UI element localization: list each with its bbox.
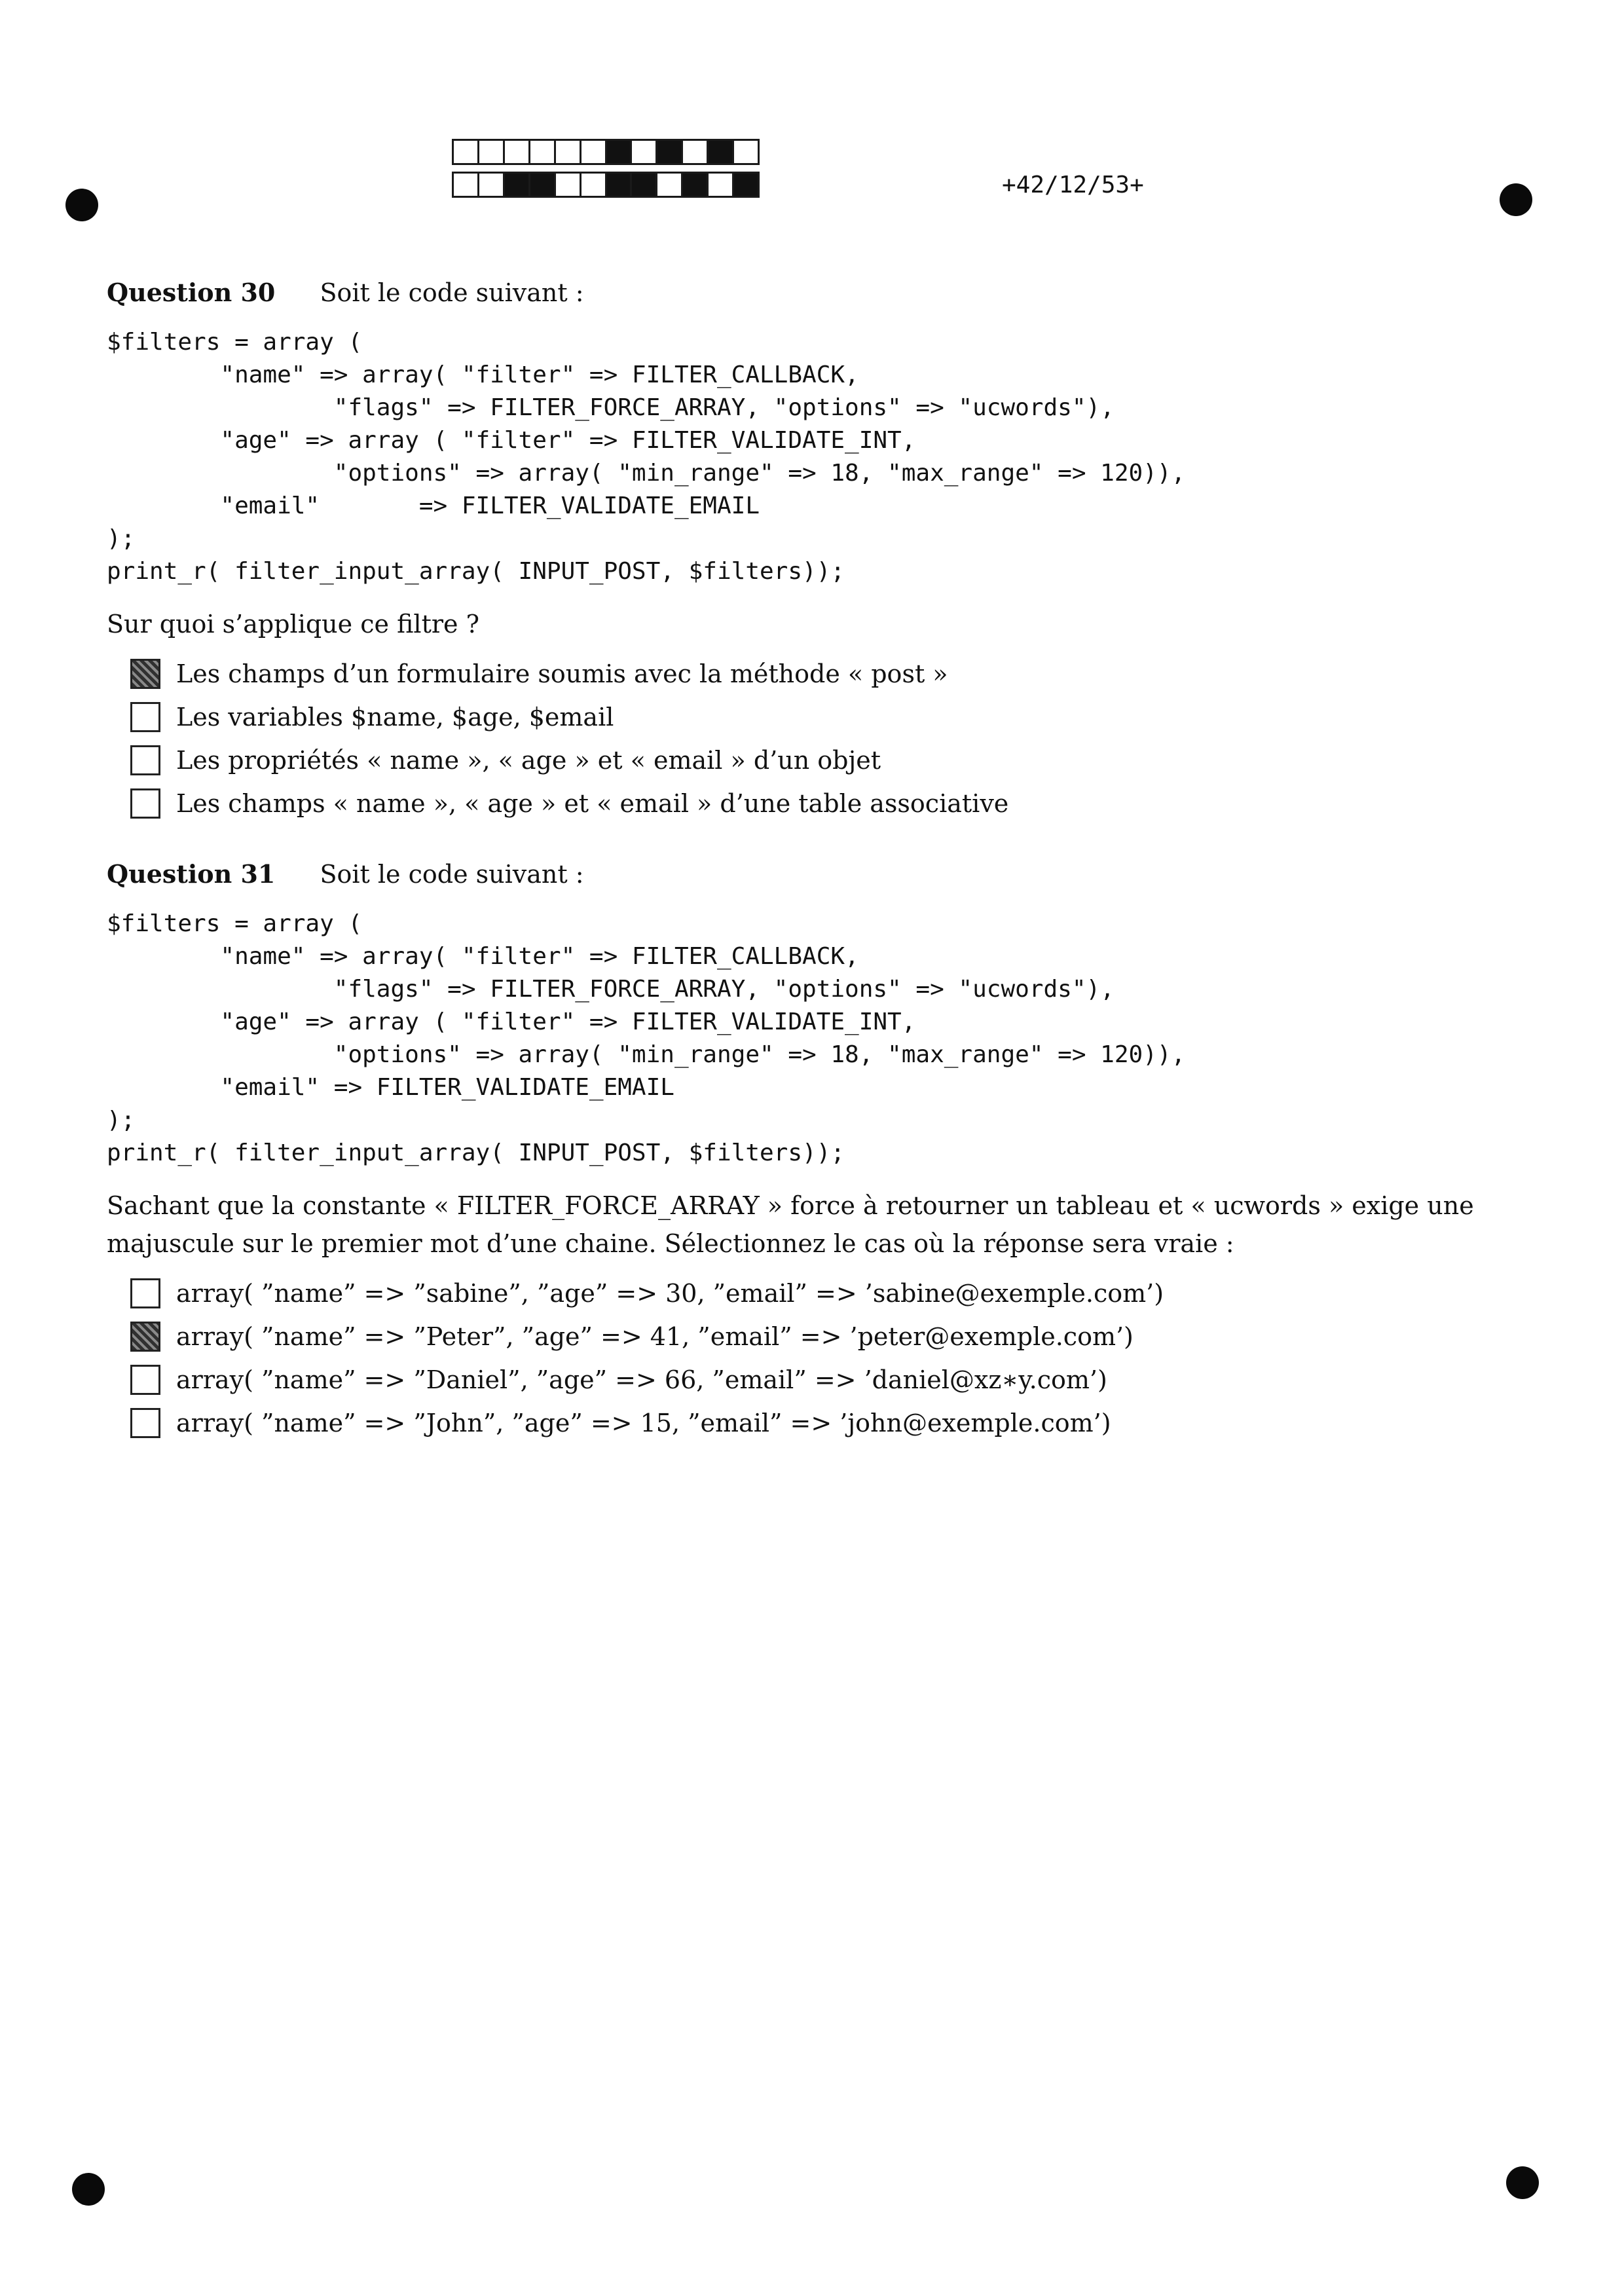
answer-label: Les variables $name, $age, $email [176, 703, 614, 731]
barcode-cell [734, 141, 758, 163]
question-header [107, 276, 1515, 309]
answer-checkbox[interactable] [130, 1322, 160, 1352]
answer-label: Les champs « name », « age » et « email » d’une table associative [176, 789, 1009, 818]
barcode-cell [505, 174, 530, 196]
barcode-cell [479, 174, 505, 196]
barcode-cell [683, 141, 709, 163]
corner-mark-bottom-left [72, 2173, 105, 2206]
question-31 [107, 858, 1515, 1445]
barcode-cell [454, 141, 479, 163]
code-block: $filters = array ( "name" => array( "filter" => FILTER_CALLBACK, "flags" => FILTER_FORCE_ARRAY, "options" => "ucwords"), "age" => array ( "filter" => FILTER_VALIDATE_INT, "options" => array( "min_range" => 18, "max_range" => 120)), "email" => FILTER_VALIDATE_EMAIL ); print_r( filter_input_array( INPUT_POST, $filters)); [107, 329, 1186, 585]
page-code: +42/12/53+ [1002, 172, 1144, 198]
answer-checkbox[interactable] [130, 1278, 160, 1308]
answer-choice[interactable] [130, 1315, 1515, 1358]
barcode-cell [607, 174, 633, 196]
answer-choice[interactable] [130, 1358, 1515, 1401]
code-block: $filters = array ( "name" => array( "filter" => FILTER_CALLBACK, "flags" => FILTER_FORCE_ARRAY, "options" => "ucwords"), "age" => array ( "filter" => FILTER_VALIDATE_INT, "options" => array( "min_range" => 18, "max_range" => 120)), "email" => FILTER_VALIDATE_EMAIL ); print_r( filter_input_array( INPUT_POST, $filters)); [107, 910, 1186, 1166]
answer-choice[interactable] [130, 652, 1515, 695]
barcode-cell [530, 174, 556, 196]
answer-choice[interactable] [130, 1272, 1515, 1315]
corner-mark-top-left [65, 189, 98, 221]
barcode-cell [734, 174, 758, 196]
barcode-cell [709, 174, 734, 196]
barcode-cell [556, 174, 581, 196]
question-intro: Soit le code suivant : [320, 860, 584, 889]
answer-choice[interactable] [130, 782, 1515, 825]
answer-label: array( ”name” => ”Peter”, ”age” => 41, ”email” => ’peter@exemple.com’) [176, 1322, 1134, 1351]
answer-checkbox[interactable] [130, 745, 160, 775]
barcode-cell [556, 141, 581, 163]
answer-checkbox[interactable] [130, 788, 160, 819]
barcode-cell [709, 141, 734, 163]
answer-choice[interactable] [130, 1401, 1515, 1445]
question-number: Question 30 [107, 278, 276, 307]
answer-checkbox[interactable] [130, 1408, 160, 1438]
barcode-cell [657, 174, 683, 196]
answer-choice[interactable] [130, 695, 1515, 739]
answer-checkbox[interactable] [130, 1365, 160, 1395]
id-barcode-bottom [452, 172, 760, 198]
answer-checkbox[interactable] [130, 702, 160, 732]
corner-mark-top-right [1500, 183, 1532, 216]
question-intro: Soit le code suivant : [320, 278, 584, 307]
question-header [107, 858, 1515, 891]
barcode-cell [454, 174, 479, 196]
answer-choices [107, 652, 1515, 825]
question-30 [107, 276, 1515, 825]
answer-checkbox[interactable] [130, 659, 160, 689]
question-prompt: Sachant que la constante « FILTER_FORCE_ARRAY » force à retourner un tableau et « ucwords » exige une majuscule sur le premier mot d’une chaine. Sélectionnez le cas où la réponse sera vraie : [107, 1191, 1474, 1258]
answer-choices [107, 1272, 1515, 1445]
barcode-cell [632, 141, 657, 163]
question-number: Question 31 [107, 859, 276, 889]
answer-choice[interactable] [130, 739, 1515, 782]
barcode-cell [607, 141, 633, 163]
answer-label: Les propriétés « name », « age » et « email » d’un objet [176, 746, 881, 775]
barcode-cell [683, 174, 709, 196]
barcode-cell [581, 174, 607, 196]
barcode-cell [657, 141, 683, 163]
answer-label: array( ”name” => ”sabine”, ”age” => 30, ”email” => ’sabine@exemple.com’) [176, 1279, 1164, 1308]
answer-label: array( ”name” => ”Daniel”, ”age” => 66, ”email” => ’daniel@xz∗y.com’) [176, 1365, 1107, 1394]
id-barcode-top [452, 139, 760, 165]
barcode-cell [479, 141, 505, 163]
answer-label: Les champs d’un formulaire soumis avec la méthode « post » [176, 659, 948, 688]
corner-mark-bottom-right [1506, 2166, 1539, 2199]
barcode-cell [581, 141, 607, 163]
answer-label: array( ”name” => ”John”, ”age” => 15, ”email” => ’john@exemple.com’) [176, 1409, 1111, 1437]
barcode-cell [530, 141, 556, 163]
question-prompt: Sur quoi s’applique ce filtre ? [107, 610, 479, 639]
barcode-cell [632, 174, 657, 196]
barcode-cell [505, 141, 530, 163]
